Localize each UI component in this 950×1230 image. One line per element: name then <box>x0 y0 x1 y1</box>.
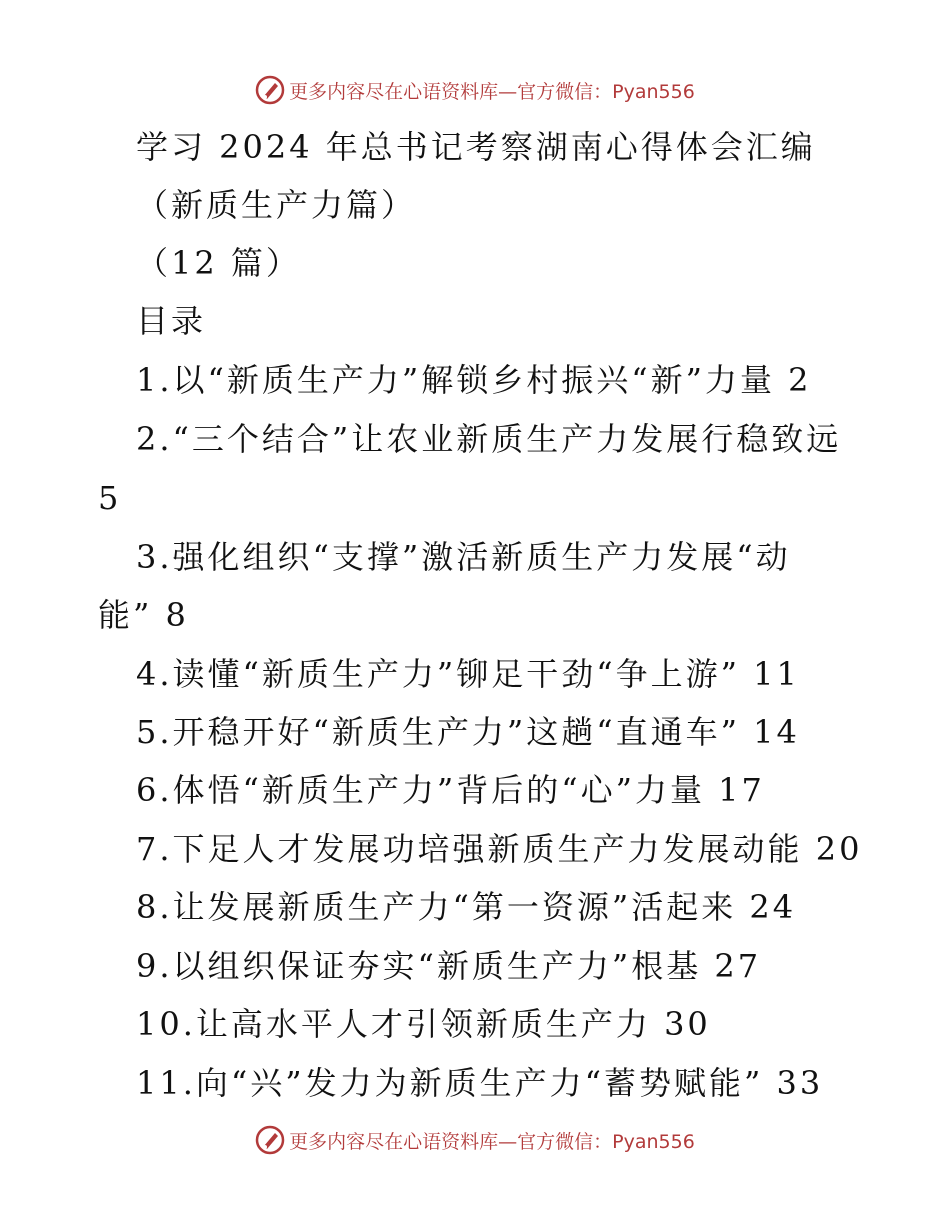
toc-heading: 目录 <box>136 302 207 340</box>
toc-item[interactable]: 4.读懂“新质生产力”铆足干劲“争上游” 11 <box>136 655 800 693</box>
toc-item[interactable]: 5.开稳开好“新质生产力”这趟“直通车” 14 <box>136 713 800 751</box>
watermark-text: 更多内容尽在心语资料库—官方微信：Pyan556 <box>289 80 695 103</box>
doc-subtitle: （新质生产力篇） <box>136 186 417 224</box>
toc-item-page[interactable]: 5 <box>98 479 122 517</box>
toc-item[interactable]: 8.让发展新质生产力“第一资源”活起来 24 <box>136 888 797 926</box>
toc-item-page[interactable]: 能” 8 <box>98 596 189 634</box>
doc-count: （12 篇） <box>136 244 301 282</box>
toc-item[interactable]: 1.以“新质生产力”解锁乡村振兴“新”力量 2 <box>136 361 812 399</box>
toc-item[interactable]: 7.下足人才发展功培强新质生产力发展动能 20 <box>136 830 863 868</box>
toc-item[interactable]: 9.以组织保证夯实“新质生产力”根基 27 <box>136 947 762 985</box>
watermark-text: 更多内容尽在心语资料库—官方微信：Pyan556 <box>289 1130 695 1153</box>
pen-logo-icon <box>255 75 285 105</box>
doc-title: 学习 2024 年总书记考察湖南心得体会汇编 <box>136 128 816 166</box>
toc-item[interactable]: 2.“三个结合”让农业新质生产力发展行稳致远 <box>136 420 842 458</box>
toc-item[interactable]: 3.强化组织“支撑”激活新质生产力发展“动 <box>136 538 791 576</box>
pen-logo-icon <box>255 1125 285 1155</box>
toc-item[interactable]: 6.体悟“新质生产力”背后的“心”力量 17 <box>136 771 765 809</box>
toc-item[interactable]: 11.向“兴”发力为新质生产力“蓄势赋能” 33 <box>136 1064 824 1102</box>
header-watermark <box>0 70 950 110</box>
footer-watermark <box>0 1120 950 1160</box>
toc-item[interactable]: 10.让高水平人才引领新质生产力 30 <box>136 1005 711 1043</box>
